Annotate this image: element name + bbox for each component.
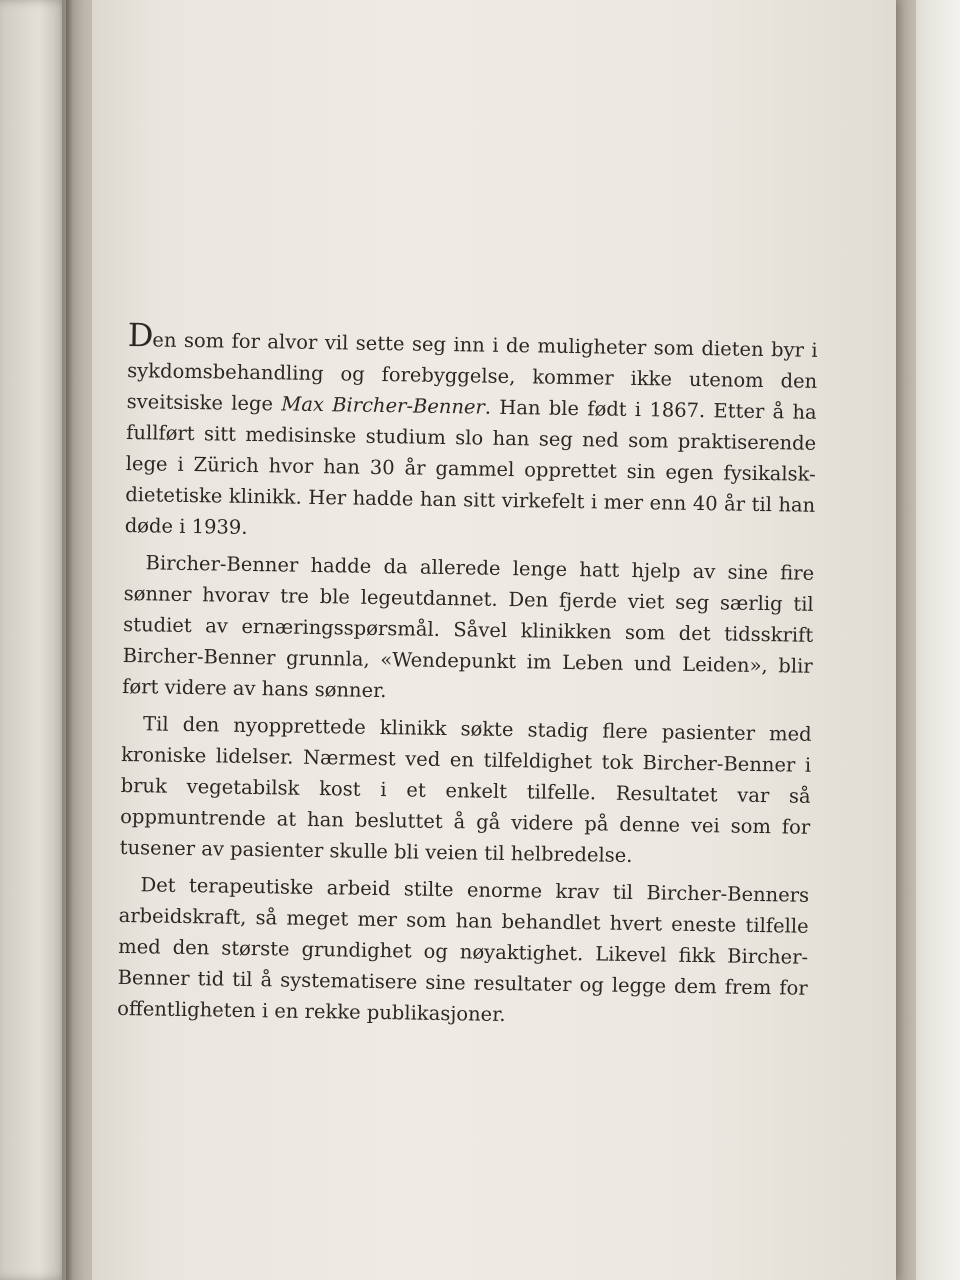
- paragraph-3: Til den nyopprettede klinikk søkte stadig flere pasienter med kroniske lidelser. Nærmest ved en tilfeldighet tok Bircher-Benner i bruk vegetabilsk kost i et enkelt tilfelle. Resultatet var så oppmuntrende at han besluttet å gå videre på denne vei som for tusener av pasienter skulle bli veien til helbredelse.: [119, 712, 812, 867]
- book-cover-board: [896, 0, 916, 1280]
- book-spine-strip: [66, 0, 74, 1280]
- drop-cap: D: [127, 316, 153, 355]
- paragraph-1: [124, 316, 818, 552]
- page-text-block: [117, 316, 818, 1041]
- paragraph-4: Det terapeutiske arbeid stilte enorme krav til Bircher-Benners arbeidskraft, så meget mer som han behandlet hvert eneste tilfelle med den største grundighet og nøyaktighet. Likevel fikk Bircher-Benner tid til å systematisere sine resultater og legge dem frem for offentligheten i en rekke publikasjoner.: [117, 873, 810, 1027]
- paragraph-1-text-b: . Han ble født i 1867. Etter å ha fullført sitt medisinske studium slo han seg ned som praktiserende lege i Zürich hvor han 30 år gammel opprettet sin egen fysikalsk-dietetiske klinikk. Her hadde han sitt virkefelt i mer enn 40 år til han døde i 1939.: [124, 395, 817, 539]
- italic-name: Max Bircher-Benner: [281, 392, 486, 419]
- paragraph-1-text-a: en som for alvor vil sette seg inn i de muligheter som dieten byr i sykdomsbehandling og forebyggelse, kommer ikke utenom den sveitsiske lege: [126, 328, 818, 416]
- paragraph-2: Bircher-Benner hadde da allerede lenge hatt hjelp av sine fire sønner hvorav tre ble legeutdannet. Den fjerde viet seg særlig til studiet av ernæringsspørsmål. Såvel klinikken som det tidsskrift Bircher-Benner grunnla, «Wendepunkt im Leben und Leiden», blir ført videre av hans sønner.: [122, 551, 815, 703]
- facing-page-edge: [0, 0, 70, 1280]
